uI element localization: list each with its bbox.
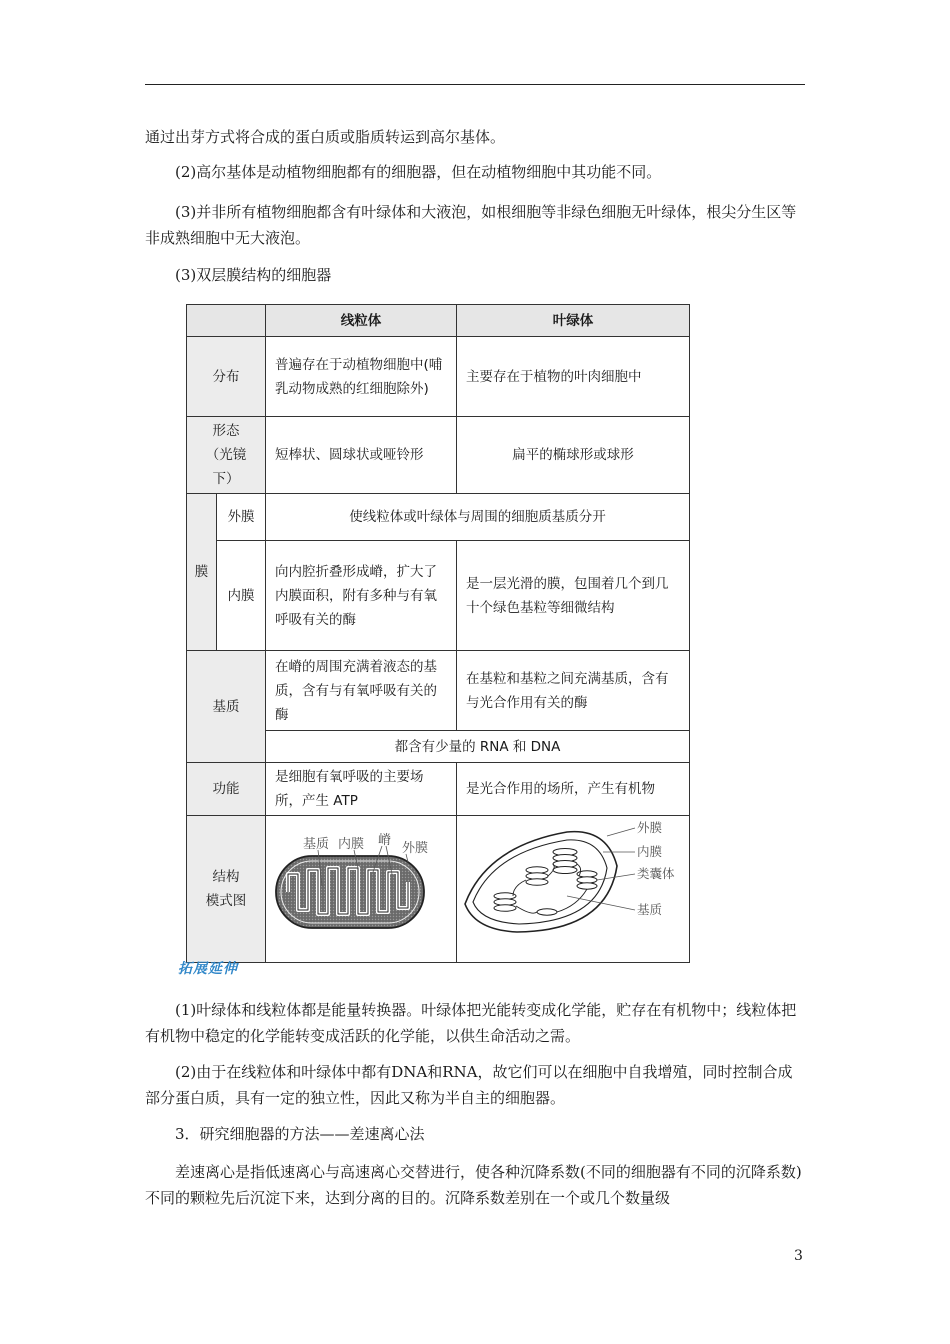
extension-tag: 拓展延伸 (178, 961, 238, 977)
label-outer-membrane: 外膜 (217, 494, 266, 541)
chloro-label-inner: 内膜 (637, 844, 663, 859)
row-distribution (187, 337, 690, 417)
label-structure (187, 816, 266, 963)
paragraph-3: (3)并非所有植物细胞都含有叶绿体和大液泡，如根细胞等非绿色细胞无叶绿体，根尖分生区等非成熟细胞中无大液泡。 (145, 203, 797, 247)
mito-label-matrix: 基质 (303, 837, 330, 852)
chloro-label-thylakoid: 类囊体 (637, 866, 675, 881)
label-shape (187, 417, 266, 494)
chloro-leader-outer (607, 828, 635, 836)
header-mitochondria: 线粒体 (266, 305, 457, 337)
row-outer-membrane (187, 494, 690, 541)
cell-inner-chloro: 是一层光滑的膜，包围着几个到几十个绿色基粒等细微结构 (457, 541, 690, 651)
cell-shape-mito: 短棒状、圆球状或哑铃形 (266, 417, 457, 494)
chloro-label-stroma: 基质 (637, 902, 663, 917)
extension-point-2: (2)由于在线粒体和叶绿体中都有DNA和RNA，故它们可以在细胞中自我增殖，同时控制合成部分蛋白质，具有一定的独立性，因此又称为半自主的细胞器。 (145, 1063, 793, 1107)
cell-matrix-mito: 在嵴的周围充满着液态的基质，含有与有氧呼吸有关的酶 (266, 651, 457, 731)
organelle-comparison-table (186, 304, 690, 963)
label-shape-line2: （光镜下） (205, 447, 247, 487)
cell-matrix-chloro: 在基粒和基粒之间充满基质，含有与光合作用有关的酶 (457, 651, 690, 731)
cell-distribution-mito: 普遍存在于动植物细胞中(哺乳动物成熟的红细胞除外) (266, 337, 457, 417)
cell-distribution-chloro: 主要存在于植物的叶肉细胞中 (457, 337, 690, 417)
row-matrix (187, 651, 690, 731)
label-matrix: 基质 (187, 651, 266, 763)
label-shape-line1: 形态 (212, 423, 240, 439)
row-inner-membrane (187, 541, 690, 651)
page-number: 3 (794, 1248, 803, 1264)
table-caption: (3)双层膜结构的细胞器 (175, 266, 332, 284)
paragraph-2: (2)高尔基体是动植物细胞都有的细胞器，但在动植物细胞中其功能不同。 (175, 163, 662, 181)
mito-label-inner: 内膜 (338, 837, 365, 852)
mitochondrion-diagram (266, 816, 455, 954)
label-membrane: 膜 (187, 494, 217, 651)
label-structure-line2: 模式图 (205, 893, 247, 909)
cell-matrix-common: 都含有少量的 RNA 和 DNA (266, 731, 690, 763)
label-function: 功能 (187, 763, 266, 816)
cell-mito-diagram (266, 816, 457, 963)
header-rule (145, 84, 805, 85)
cell-inner-mito: 向内腔折叠形成嵴，扩大了内膜面积，附有多种与有氧呼吸有关的酶 (266, 541, 457, 651)
cell-function-chloro: 是光合作用的场所，产生有机物 (457, 763, 690, 816)
cell-function-mito: 是细胞有氧呼吸的主要场所，产生 ATP (266, 763, 457, 816)
row-shape (187, 417, 690, 494)
chloroplast-diagram (457, 816, 688, 954)
label-distribution: 分布 (187, 337, 266, 417)
header-blank (187, 305, 266, 337)
label-inner-membrane: 内膜 (217, 541, 266, 651)
table-header-row (187, 305, 690, 337)
mito-label-outer: 外膜 (402, 841, 429, 856)
row-function (187, 763, 690, 816)
mito-label-cristae: 嵴 (378, 833, 392, 848)
cell-outer-membrane: 使线粒体或叶绿体与周围的细胞质基质分开 (266, 494, 690, 541)
cell-chloro-diagram (457, 816, 690, 963)
cell-shape-chloro: 扁平的椭球形或球形 (457, 417, 690, 494)
extension-point-1: (1)叶绿体和线粒体都是能量转换器。叶绿体把光能转变成化学能，贮存在有机物中；线粒体把有机物中稳定的化学能转变成活跃的化学能，以供生命活动之需。 (145, 1001, 797, 1045)
section-3-title: 3．研究细胞器的方法——差速离心法 (175, 1125, 425, 1143)
header-chloroplast: 叶绿体 (457, 305, 690, 337)
section-3-text: 差速离心是指低速离心与高速离心交替进行，使各种沉降系数(不同的细胞器有不同的沉降系数)不同的颗粒先后沉淀下来，达到分离的目的。沉降系数差别在一个或几个数量级 (145, 1163, 802, 1207)
chloro-label-outer: 外膜 (637, 820, 663, 835)
paragraph-1: 通过出芽方式将合成的蛋白质或脂质转运到高尔基体。 (145, 128, 506, 146)
label-structure-line1: 结构 (212, 869, 240, 885)
row-structure (187, 816, 690, 963)
